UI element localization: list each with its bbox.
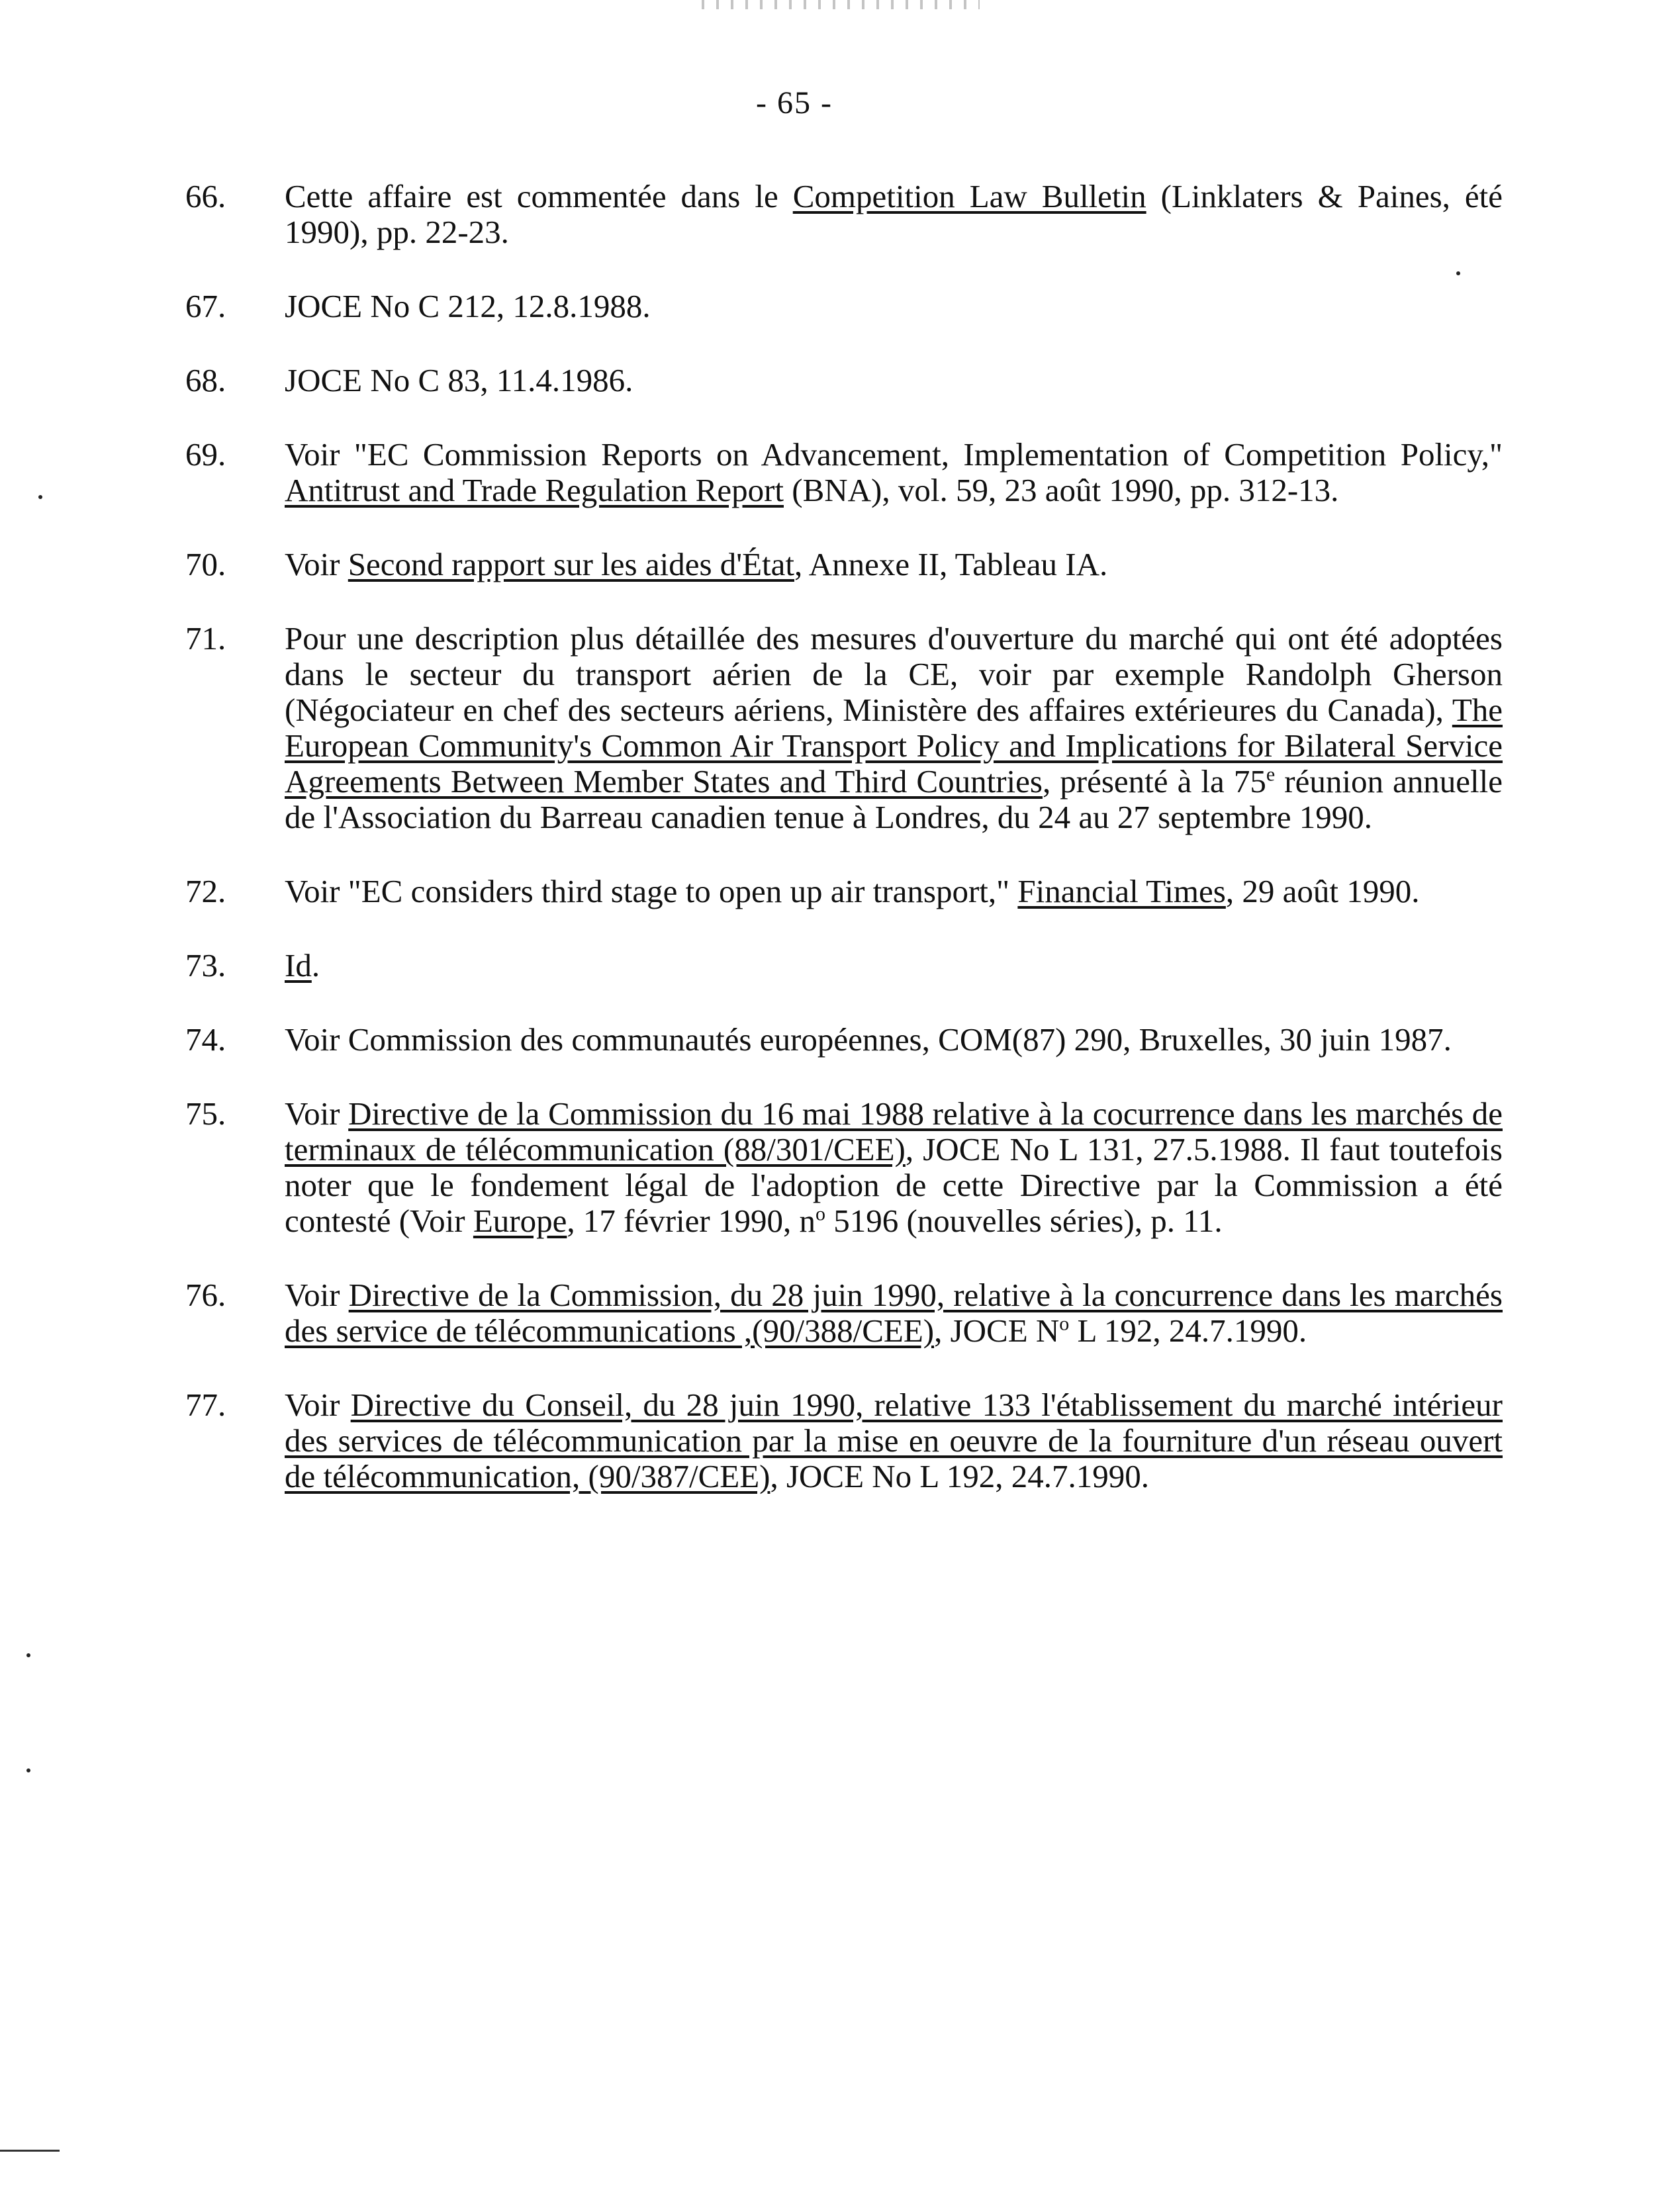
footnote-item [185,1022,1503,1058]
footnote-number: 72. [185,873,226,909]
footnote-text-run: Voir "EC considers third stage to open up air transport," [285,873,1018,909]
footnote-number: 75. [185,1095,226,1132]
footnote-item [185,621,1503,835]
footnote-number: 69. [185,436,226,473]
footnote-item [185,547,1503,582]
footnote-text-run: Voir [285,1277,349,1313]
footnote-text-run: (BNA), vol. 59, 23 août 1990, pp. 312-13. [784,472,1339,508]
footnote-text-run: Pour une description plus détaillée des mesures d'ouverture du marché qui ont été adoptées dans le secteur du transport aérien de la CE, voir par exemple Randolph Gherson (Négociateur en chef des secteurs aériens, Ministère des affaires extérieures du Canada), [285,620,1503,728]
scan-artifact [702,0,980,9]
footnote-text [285,1095,1503,1239]
footnote-number: 67. [185,288,226,324]
footnote-text [285,947,320,984]
footnote-number: 74. [185,1021,226,1058]
footnote-text [285,1277,1503,1349]
cited-title: Directive de la Commission du 16 mai 1988 relative à la cocurrence dans les marchés de terminaux de télécommunication (88/301/CEE) [285,1095,1503,1168]
cited-title: Financial Times [1017,873,1226,909]
footnote-text-run: JOCE No C 83, 11.4.1986. [285,362,633,398]
footnote-text [285,620,1503,835]
cited-title: Second rapport sur les aides d'État [348,546,794,582]
footnote-text-run: , JOCE No L 192, 24.7.1990. [770,1458,1150,1494]
footnote-text-run: , 29 août 1990. [1225,873,1420,909]
footnote-number: 73. [185,947,226,984]
scan-speck [26,1653,30,1657]
footnote-text-run: , JOCE N [934,1312,1060,1349]
footnote-text-run: Voir [285,1387,351,1423]
footnote-text [285,362,633,398]
footnote-text-run: 5196 (nouvelles séries), p. 11. [825,1203,1223,1239]
footnote-item [185,363,1503,398]
footnote-list [185,179,1503,1533]
cited-title: Directive du Conseil, du 28 juin 1990, relative 133 l'établissement du marché intérieur des services de télécommunication par la mise en oeuvre de la fourniture d'un réseau ouvert de télécommunication, (90/387/CEE) [285,1387,1503,1494]
footnote-text-run: , JOCE No L 131, 27.5.1988. Il faut toutefois noter que le fondement légal de l'adoption de cette Directive par la Commission a été contesté (Voir [285,1131,1503,1239]
footnote-text-run: Voir Commission des communautés européennes, COM(87) 290, Bruxelles, 30 juin 1987. [285,1021,1452,1058]
footnote-number: 68. [185,362,226,398]
footnote-item [185,289,1503,324]
footnote-text [285,178,1503,250]
footnote-text [285,546,1107,582]
footnote-number: 70. [185,546,226,582]
page-number: - 65 - [756,85,833,120]
footnote-item [185,437,1503,508]
footnote-number: 66. [185,178,226,214]
superscript: o [1059,1312,1070,1335]
footnote-text-run: . [311,947,320,984]
footnote-text-run: Voir [285,546,348,582]
cited-title: Id [285,947,312,984]
footnote-item [185,179,1503,250]
footnote-item [185,1096,1503,1239]
footnote-text-run: Cette affaire est commentée dans le [285,178,793,214]
cited-title: Antitrust and Trade Regulation Report [285,472,784,508]
cited-title: Directive de la Commission, du 28 juin 1990, relative à la concurrence dans les marchés des service de télécommunications ,(90/388/CEE) [285,1277,1503,1349]
footnote-item [185,874,1503,909]
footnote-number: 76. [185,1277,226,1313]
footnote-item [185,948,1503,984]
footnote-text-run: , Annexe II, Tableau IA. [794,546,1108,582]
page-edge-rule [0,2150,60,2152]
scan-speck [38,495,42,499]
footnote-number: 77. [185,1387,226,1423]
scan-speck [26,1768,30,1772]
footnote-text-run: L 192, 24.7.1990. [1069,1312,1307,1349]
footnote-text-run: , présenté à la 75 [1042,763,1266,800]
footnote-text [285,1387,1503,1494]
superscript: o [815,1203,825,1225]
footnote-text [285,873,1419,909]
footnote-text-run: JOCE No C 212, 12.8.1988. [285,288,651,324]
footnote-text [285,1021,1452,1058]
footnote-item [185,1387,1503,1494]
footnote-text-run: réunion annuelle de l'Association du Barreau canadien tenue à Londres, du 24 au 27 septembre 1990. [285,763,1503,835]
cited-title: Competition Law Bulletin [792,178,1146,214]
footnote-text-run: , 17 février 1990, n [567,1203,816,1239]
cited-title: The European Community's Common Air Transport Policy and Implications for Bilateral Service Agreements Between Member States and Third Countries [285,692,1503,800]
footnote-text-run: (Linklaters & Paines, été 1990), pp. 22-23. [285,178,1503,250]
superscript: e [1266,763,1276,786]
footnote-item [185,1277,1503,1349]
footnote-text [285,436,1503,508]
footnote-text-run: Voir "EC Commission Reports on Advancement, Implementation of Competition Policy," [285,436,1503,473]
footnote-text [285,288,651,324]
footnote-number: 71. [185,620,226,657]
footnote-text-run: Voir [285,1095,349,1132]
scan-speck [1456,271,1460,275]
cited-title: Europe [473,1203,567,1239]
